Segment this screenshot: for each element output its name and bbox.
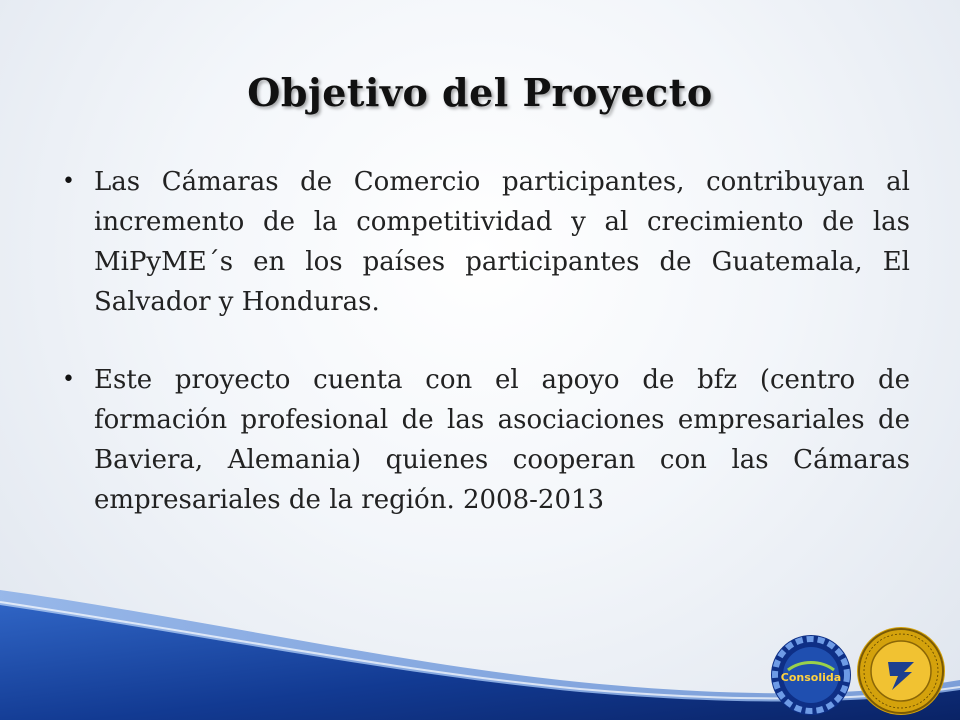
consolida-logo-text: Consolida <box>780 671 842 684</box>
slide-body <box>62 162 910 558</box>
bullet-text: Las Cámaras de Comercio participantes, contribuyan al incremento de la competitividad y al crecimiento de las MiPyME´s en los países participantes de Guatemala, El Salvador y Honduras. <box>94 167 910 317</box>
slide-title: Objetivo del Proyecto <box>247 70 713 115</box>
camara-comercio-seal-icon <box>852 622 950 720</box>
bullet-item <box>62 360 910 520</box>
bullet-marker: • <box>62 169 75 194</box>
bullet-text: Este proyecto cuenta con el apoyo de bfz (centro de formación profesional de las asociaciones empresariales de Baviera, Alemania) quienes cooperan con las Cámaras empresariales de la región. 2008-2013 <box>94 365 910 515</box>
bullet-item <box>62 162 910 322</box>
bullet-marker: • <box>62 367 75 392</box>
consolida-logo-icon <box>766 630 856 720</box>
